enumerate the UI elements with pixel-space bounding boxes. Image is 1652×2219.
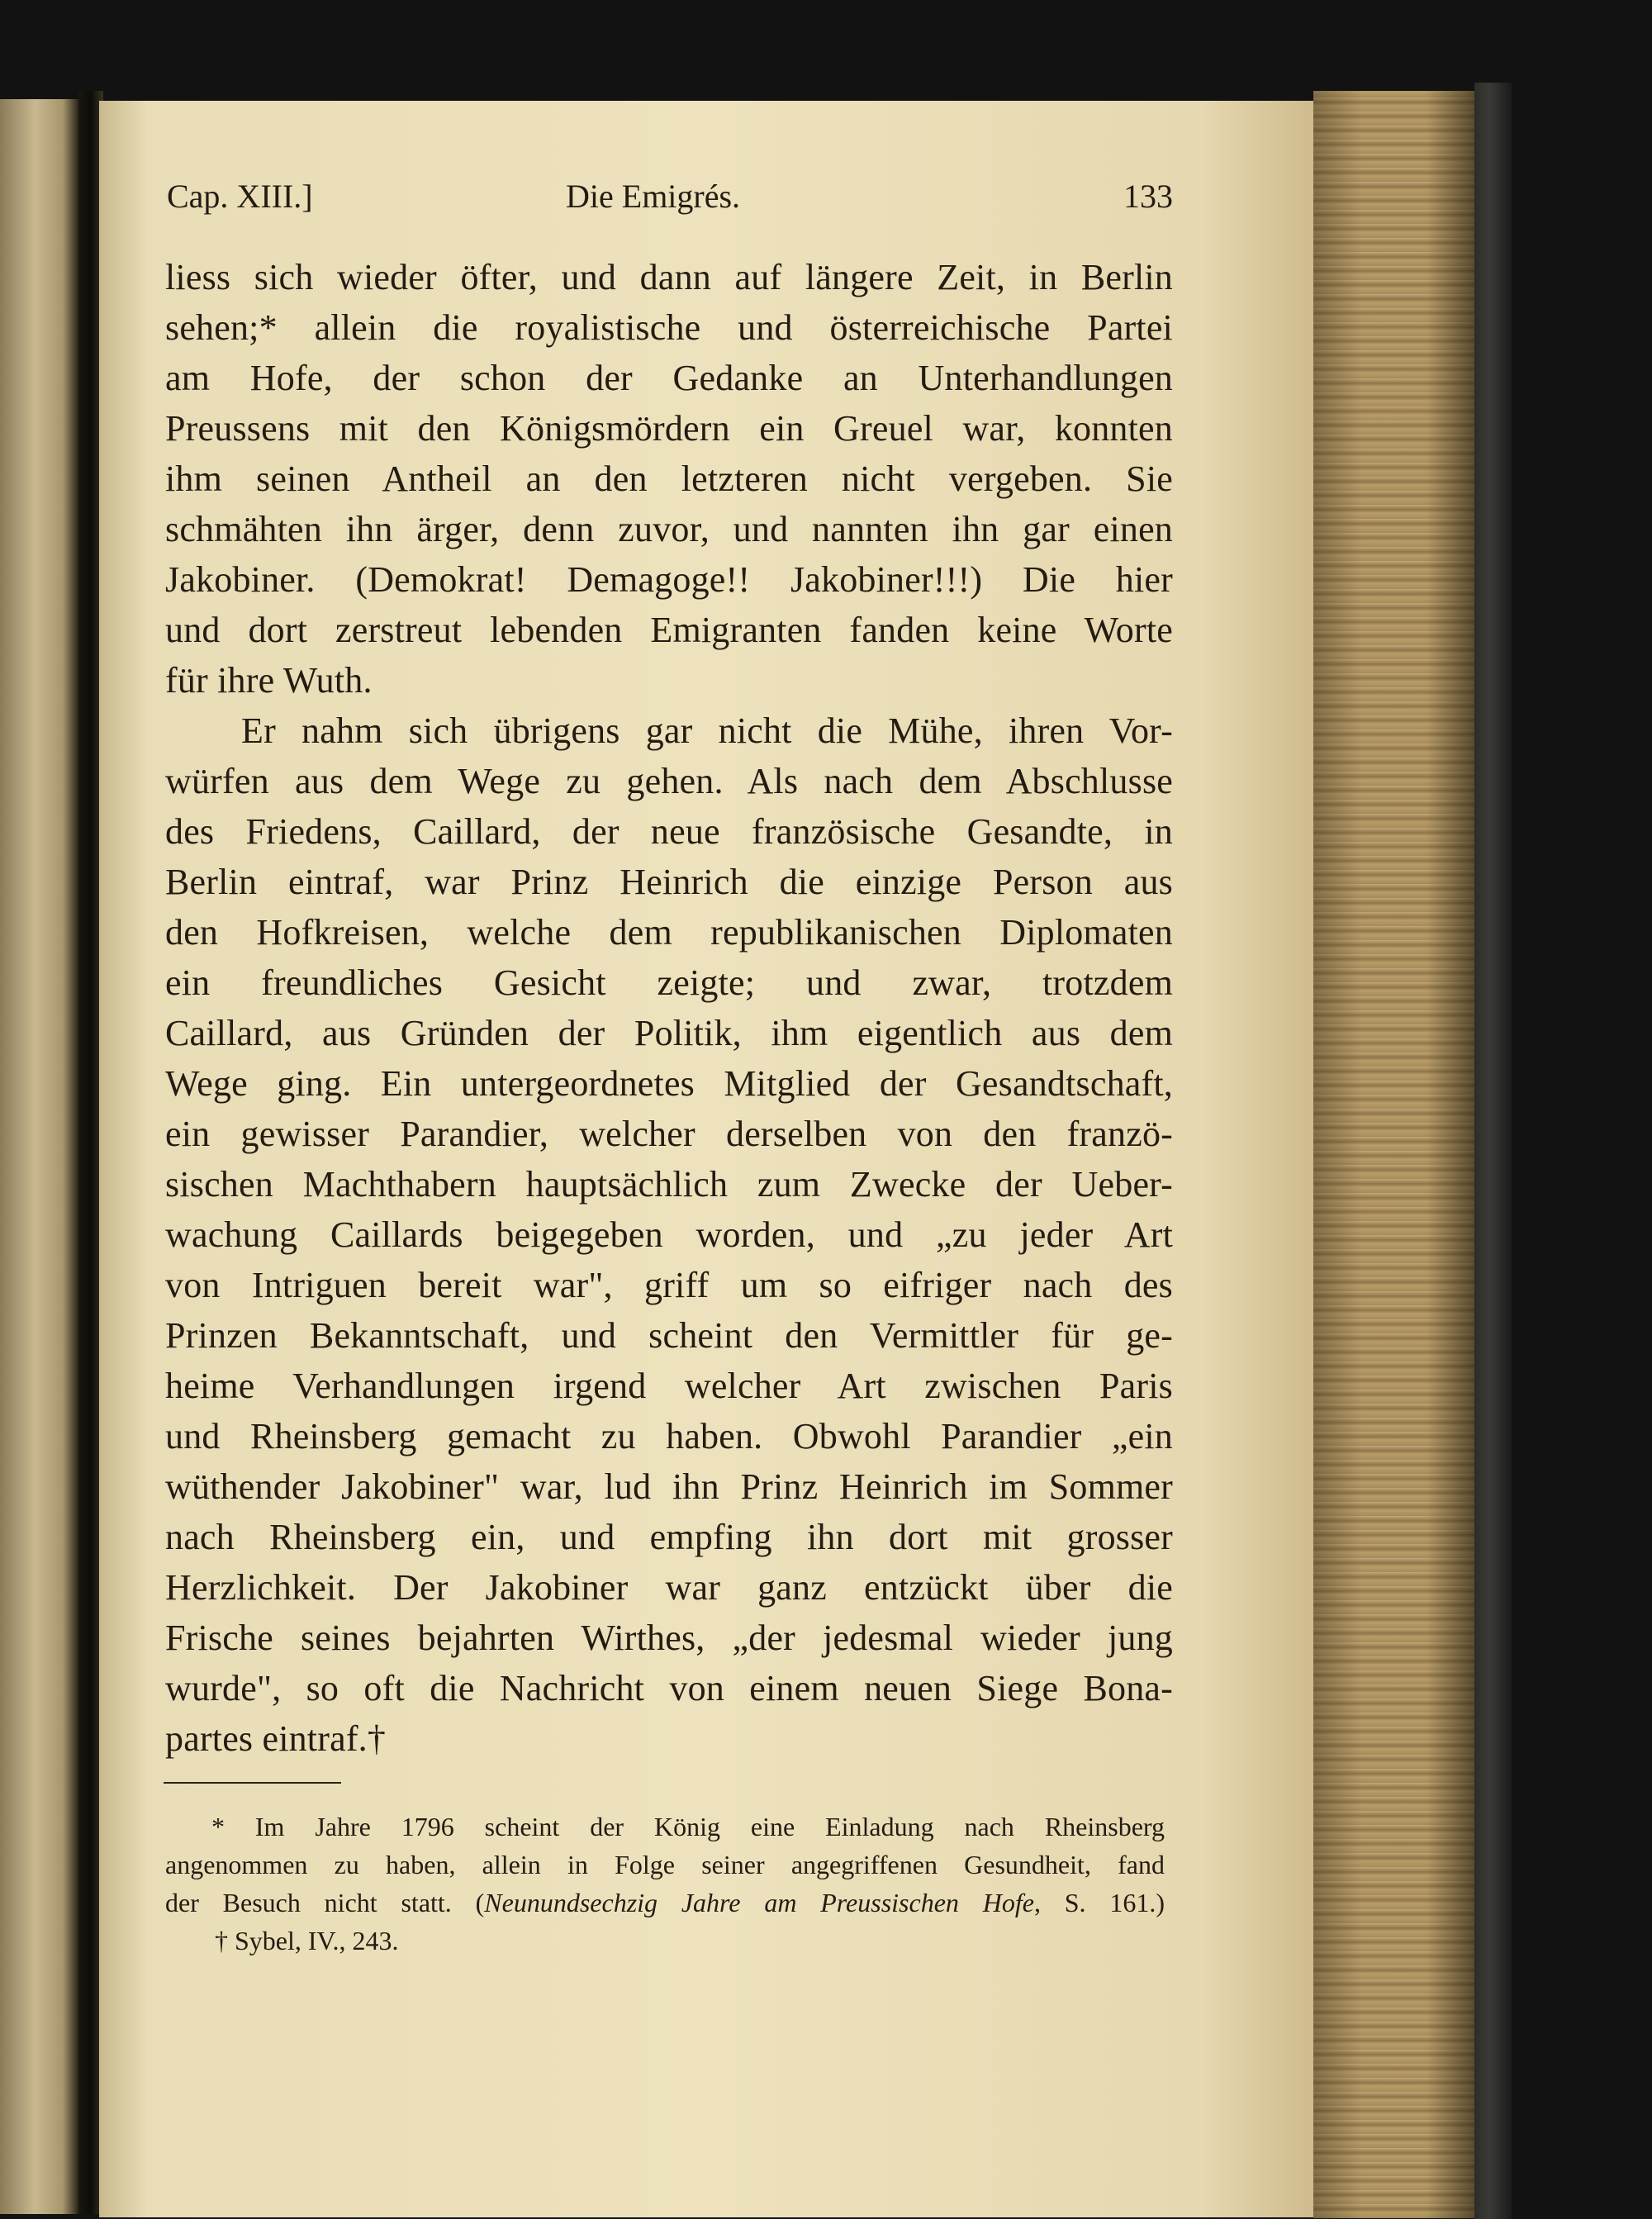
text-line: am Hofe, der schon der Gedanke an Unterhandlungen bbox=[165, 358, 1173, 398]
text-line: schmähten ihn ärger, denn zuvor, und nannten ihn gar einen bbox=[165, 509, 1173, 549]
text-line: Berlin eintraf, war Prinz Heinrich die einzige Person aus bbox=[165, 862, 1173, 902]
text-line: Herzlichkeit. Der Jakobiner war ganz entzückt über die bbox=[165, 1567, 1173, 1608]
text-line: und dort zerstreut lebenden Emigranten fanden keine Worte bbox=[165, 610, 1173, 650]
footnote-text: der Besuch nicht statt. ( bbox=[165, 1888, 485, 1917]
text-line: partes eintraf.† bbox=[165, 1718, 387, 1759]
text-line: würfen aus dem Wege zu gehen. Als nach dem Abschlusse bbox=[165, 761, 1173, 801]
footnote-citation-title: Neunundsechzig Jahre am Preussischen Hofe bbox=[484, 1888, 1034, 1917]
text-line: ein freundliches Gesicht zeigte; und zwar, trotzdem bbox=[165, 962, 1173, 1003]
text-line: Jakobiner. (Demokrat! Demagoge!! Jakobiner!!!) Die hier bbox=[165, 559, 1173, 600]
text-line: Caillard, aus Gründen der Politik, ihm eigentlich aus dem bbox=[165, 1013, 1173, 1053]
running-header bbox=[165, 177, 1173, 226]
left-page-edge bbox=[0, 99, 78, 2214]
footnote-rule bbox=[164, 1782, 341, 1784]
text-line: sischen Machthabern hauptsächlich zum Zwecke der Ueber- bbox=[165, 1164, 1173, 1205]
footnote-line: † Sybel, IV., 243. bbox=[215, 1926, 399, 1955]
text-line: ein gewisser Parandier, welcher derselben von den franzö- bbox=[165, 1114, 1173, 1154]
text-line: Preussens mit den Königsmördern ein Greuel war, konnten bbox=[165, 408, 1173, 449]
footnote-line bbox=[165, 1884, 1165, 1922]
text-line: wachung Caillards beigegeben worden, und „zu jeder Art bbox=[165, 1214, 1173, 1255]
text-line: Er nahm sich übrigens gar nicht die Mühe, ihren Vor- bbox=[241, 710, 1173, 751]
text-line: sehen;* allein die royalistische und österreichische Partei bbox=[165, 307, 1173, 348]
text-line: Prinzen Bekanntschaft, und scheint den Vermittler für ge- bbox=[165, 1315, 1173, 1356]
text-line: heime Verhandlungen irgend welcher Art zwischen Paris bbox=[165, 1366, 1173, 1406]
text-line: liess sich wieder öfter, und dann auf längere Zeit, in Berlin bbox=[165, 257, 1173, 297]
text-line: ihm seinen Antheil an den letzteren nicht vergeben. Sie bbox=[165, 459, 1173, 499]
footnote-line: angenommen zu haben, allein in Folge seiner angegriffenen Gesundheit, fand bbox=[165, 1850, 1165, 1879]
text-line: wurde", so oft die Nachricht von einem neuen Siege Bona- bbox=[165, 1668, 1173, 1708]
text-line: Wege ging. Ein untergeordnetes Mitglied der Gesandtschaft, bbox=[165, 1063, 1173, 1104]
footnote-line: * Im Jahre 1796 scheint der König eine Einladung nach Rheinsberg bbox=[211, 1812, 1165, 1841]
book-cover bbox=[1474, 83, 1512, 2219]
text-line: des Friedens, Caillard, der neue französische Gesandte, in bbox=[165, 811, 1173, 852]
footnote-text: , S. 161.) bbox=[1033, 1888, 1165, 1917]
text-line: von Intriguen bereit war", griff um so eifriger nach des bbox=[165, 1265, 1173, 1305]
page-block-shadow bbox=[1313, 91, 1474, 2218]
text-line: Frische seines bejahrten Wirthes, „der jedesmal wieder jung bbox=[165, 1618, 1173, 1658]
text-line: und Rheinsberg gemacht zu haben. Obwohl Parandier „ein bbox=[165, 1416, 1173, 1456]
text-line: wüthender Jakobiner" war, lud ihn Prinz Heinrich im Sommer bbox=[165, 1466, 1173, 1507]
section-title: Die Emigrés. bbox=[566, 178, 741, 215]
footnotes bbox=[165, 1808, 1165, 1960]
body-text bbox=[165, 252, 1173, 1764]
chapter-label: Cap. XIII.] bbox=[167, 178, 313, 215]
text-line: nach Rheinsberg ein, und empfing ihn dort mit grosser bbox=[165, 1517, 1173, 1557]
text-line: den Hofkreisen, welche dem republikanischen Diplomaten bbox=[165, 912, 1173, 953]
text-line: für ihre Wuth. bbox=[165, 660, 373, 701]
page-number: 133 bbox=[1123, 178, 1173, 215]
